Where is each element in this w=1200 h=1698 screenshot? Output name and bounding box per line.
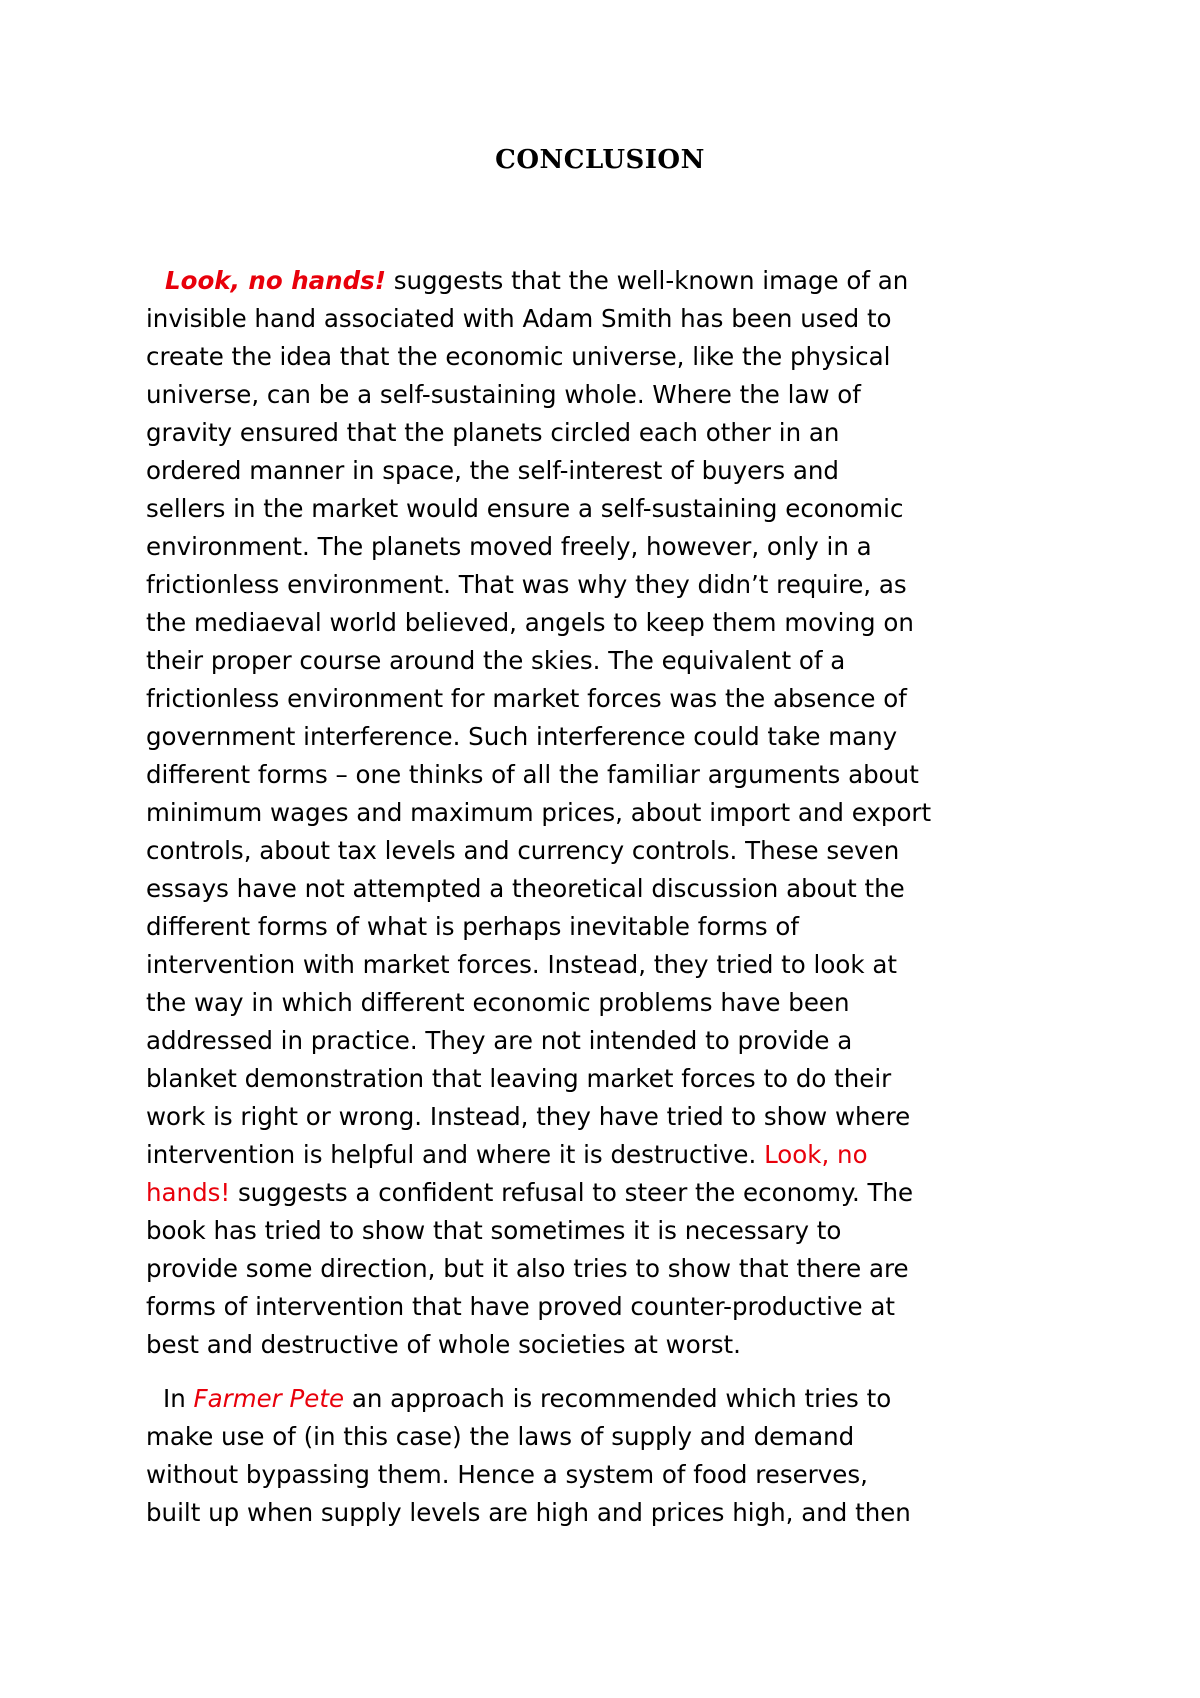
paragraph-line: minimum wages and maximum prices, about import and export (146, 798, 932, 827)
paragraph-line: ordered manner in space, the self-interest of buyers and (146, 456, 839, 485)
paragraph-line: invisible hand associated with Adam Smith has been used to (146, 304, 892, 333)
paragraph-line: book has tried to show that sometimes it is necessary to (146, 1216, 842, 1245)
paragraph-line (146, 262, 1076, 300)
paragraph-line: built up when supply levels are high and prices high, and then (146, 1498, 911, 1527)
paragraph-line: their proper course around the skies. The equivalent of a (146, 646, 846, 675)
paragraph-line: universe, can be a self-sustaining whole. Where the law of (146, 380, 861, 409)
paragraph-line: work is right or wrong. Instead, they have tried to show where (146, 1102, 911, 1131)
paragraph-line: provide some direction, but it also tries to show that there are (146, 1254, 909, 1283)
paragraph-line: addressed in practice. They are not intended to provide a (146, 1026, 853, 1055)
book-title-look-no-hands-inline: Look, no (764, 1140, 868, 1169)
paragraph-line: frictionless environment for market forces was the absence of (146, 684, 907, 713)
paragraph-line: create the idea that the economic universe, like the physical (146, 342, 891, 371)
paragraph-line-text: an approach is recommended which tries to (344, 1384, 892, 1413)
paragraph-farmer-pete (146, 1380, 1076, 1532)
paragraph-line: forms of intervention that have proved counter-productive at (146, 1292, 895, 1321)
paragraph-line-text: In (163, 1384, 194, 1413)
paragraph-line: blanket demonstration that leaving market forces to do their (146, 1064, 892, 1093)
paragraph-line: intervention with market forces. Instead, they tried to look at (146, 950, 897, 979)
paragraph-line: gravity ensured that the planets circled each other in an (146, 418, 840, 447)
book-title-look-no-hands: Look, no hands! (165, 266, 386, 295)
paragraph-line: sellers in the market would ensure a self-sustaining economic (146, 494, 904, 523)
paragraph-line-text: intervention is helpful and where it is destructive. (146, 1140, 765, 1169)
book-title-look-no-hands-inline-end: hands! (146, 1178, 231, 1207)
paragraph-line: different forms – one thinks of all the familiar arguments about (146, 760, 919, 789)
paragraph-line: different forms of what is perhaps inevitable forms of (146, 912, 800, 941)
page-heading: CONCLUSION (495, 145, 705, 175)
paragraph-look-no-hands (146, 262, 1076, 1364)
paragraph-line (146, 1136, 1076, 1174)
paragraph-line: essays have not attempted a theoretical discussion about the (146, 874, 905, 903)
paragraph-line: best and destructive of whole societies at worst. (146, 1330, 741, 1359)
paragraph-line (146, 1174, 1076, 1212)
paragraph-line-text: suggests a confident refusal to steer the economy. The (230, 1178, 914, 1207)
paragraph-line: the way in which different economic problems have been (146, 988, 850, 1017)
paragraph-line: frictionless environment. That was why they didn’t require, as (146, 570, 907, 599)
paragraph-line: government interference. Such interference could take many (146, 722, 898, 751)
paragraph-line (146, 1380, 1076, 1418)
paragraph-line-text: suggests that the well-known image of an (385, 266, 909, 295)
paragraph-line: the mediaeval world believed, angels to keep them moving on (146, 608, 914, 637)
paragraph-line: controls, about tax levels and currency controls. These seven (146, 836, 900, 865)
paragraph-line: make use of (in this case) the laws of supply and demand (146, 1422, 855, 1451)
paragraph-line: without bypassing them. Hence a system of food reserves, (146, 1460, 868, 1489)
book-title-farmer-pete: Farmer Pete (193, 1384, 345, 1413)
paragraph-line: environment. The planets moved freely, however, only in a (146, 532, 872, 561)
